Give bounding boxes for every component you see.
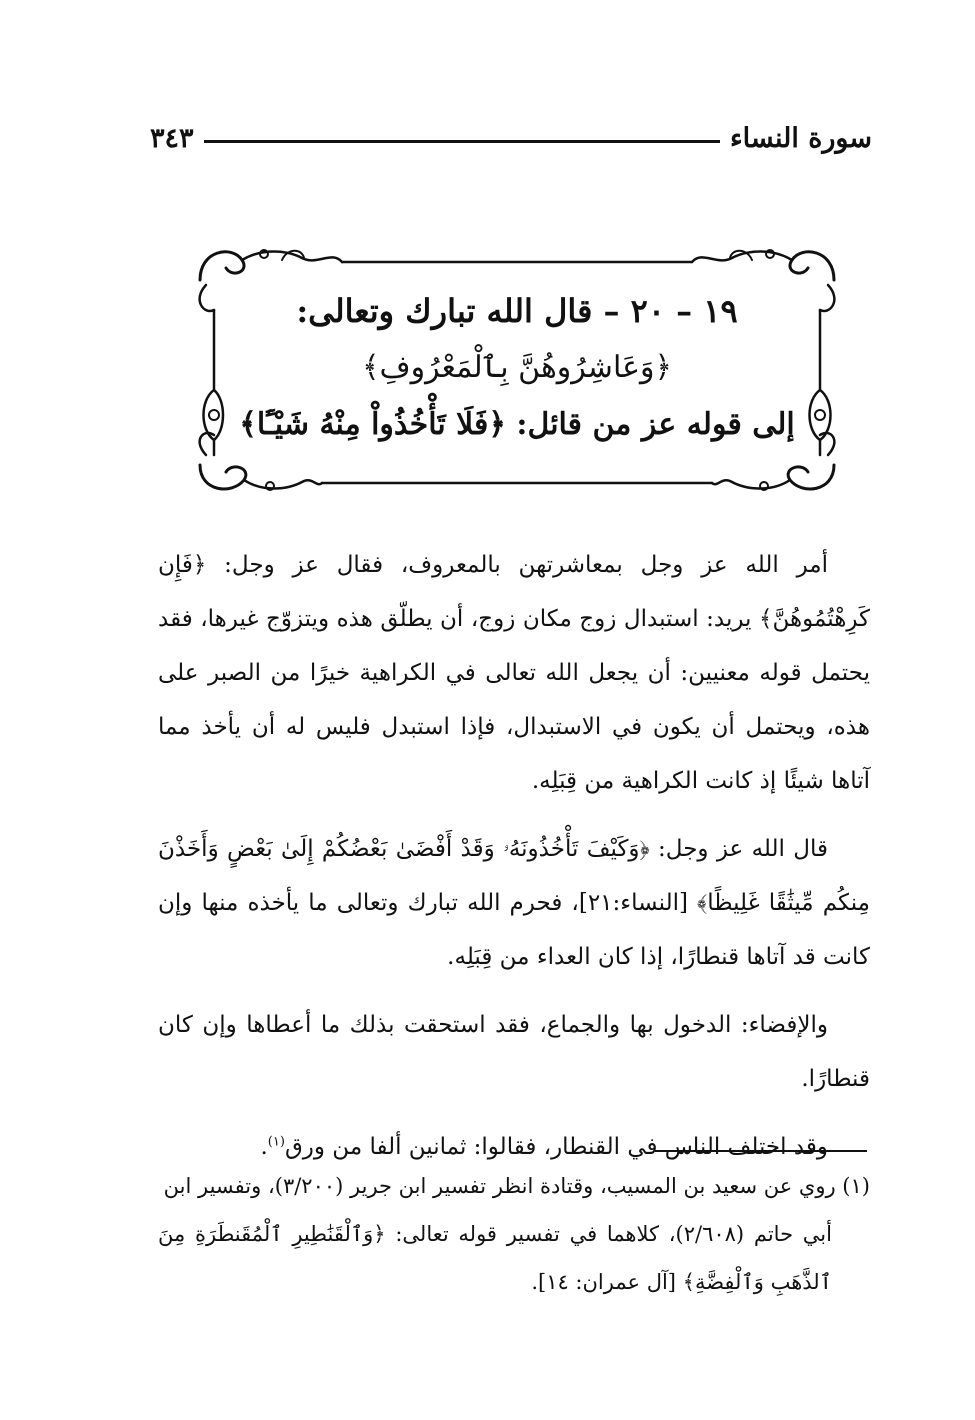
- heading-verse-number: ١٩ – ٢٠ – قال الله تبارك وتعالى:: [296, 291, 738, 330]
- paragraph-2: قال الله عز وجل: ﴿وَكَيْفَ تَأْخُذُونَهُۥ وَقَدْ أَفْضَىٰ بَعْضُكُمْ إِلَىٰ بَعْضٍ وَأَخَذْنَ مِنكُم مِّيثَٰقًا غَلِيظًا﴾ [النساء:٢١]، فحرم الله تبارك وتعالى ما يأخذه منها وإن كانت قد آتاها قنطارًا، إذا كان العداء من قِبَلِه.: [158, 836, 870, 970]
- header-rule: [204, 140, 720, 143]
- body-text: [158, 538, 870, 1188]
- heading-text: [232, 240, 802, 495]
- footnote: [158, 1162, 870, 1306]
- paragraph-3: والإفضاء: الدخول بها والجماع، فقد استحقت بذلك ما أعطاها وإن كان قنطارًا.: [158, 1012, 870, 1092]
- running-title: سورة النساء: [729, 122, 872, 154]
- paragraph-4-end: .: [260, 1134, 268, 1160]
- page-header: [150, 118, 872, 158]
- footnote-line-1: (١) روي عن سعيد بن المسيب، وقتادة انظر تفسير ابن جرير (٣/٢٠٠)، وتفسير ابن: [163, 1174, 870, 1198]
- footnote-line-2: أبي حاتم (٢/٦٠٨)، كلاهما في تفسير قوله تعالى: ﴿وَٱلْقَنَٰطِيرِ ٱلْمُقَنطَرَةِ مِنَ ٱلذَّهَبِ وَٱلْفِضَّةِ﴾ [آل عمران: ١٤].: [158, 1222, 832, 1294]
- heading-verse-quote: ﴿وَعَاشِرُوهُنَّ بِٱلْمَعْرُوفِ﴾: [361, 349, 673, 385]
- page-number: ٣٤٣: [150, 122, 194, 154]
- heading-verse-end: إلى قوله عز من قائل: ﴿فَلَا تَأْخُذُواْ مِنْهُ شَيْـًٔا﴾: [239, 406, 795, 442]
- paragraph-1: أمر الله عز وجل بمعاشرتهن بالمعروف، فقال عز وجل: ﴿فَإِن كَرِهْتُمُوهُنَّ﴾ يريد: استبدال زوج مكان زوج، أن يطلّق هذه ويتزوّج غيرها، فقد يحتمل قوله معنيين: أن يجعل الله تعالى في الكراهية خيرًا من الصبر على هذه، ويحتمل أن يكون في الاستبدال، فإذا استبدل فليس له أن يأخذ مما آتاها شيئًا إذ كانت الكراهية من قِبَلِه.: [158, 552, 870, 794]
- paragraph-4-text: وقد اختلف الناس في القنطار، فقالوا: ثمانين ألفا من ورق: [284, 1134, 828, 1160]
- ornamental-heading-frame: [192, 240, 842, 495]
- footnote-reference[interactable]: (١): [267, 1134, 285, 1150]
- footnote-separator: [655, 1150, 867, 1152]
